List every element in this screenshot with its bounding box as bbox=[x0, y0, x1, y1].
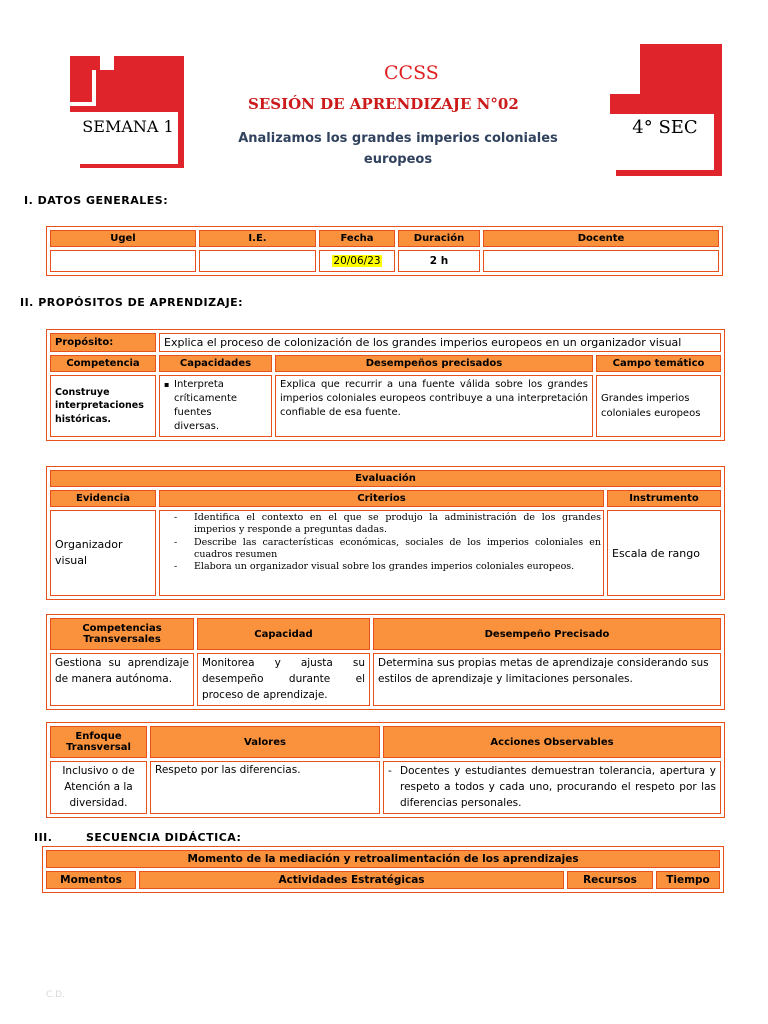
header-recursos: Recursos bbox=[567, 871, 653, 889]
transversal-capacidad: Monitorea y ajusta su desempeño durante el proceso de aprendizaje. bbox=[197, 653, 370, 706]
criterios-list bbox=[162, 512, 601, 574]
session-theme: Analizamos los grandes imperios coloniales europeos bbox=[238, 131, 558, 167]
header-criterios: Criterios bbox=[159, 490, 604, 507]
acciones-text: Docentes y estudiantes demuestran tolerancia, apertura y respeto a todos y cada uno, procurando el respeto por las diferencias personales. bbox=[400, 765, 716, 809]
datos-header-ugel: Ugel bbox=[50, 230, 196, 247]
header-competencia: Competencia bbox=[50, 355, 156, 372]
competencia-text: Construye interpretaciones históricas. bbox=[55, 387, 144, 425]
criterio-item: - Describe las características económicas, sociales de los imperios coloniales en cuadros resumen bbox=[174, 537, 601, 562]
datos-ugel bbox=[50, 250, 196, 272]
datos-header-duracion: Duración bbox=[398, 230, 480, 247]
proposito-text: Explica el proceso de colonización de los grandes imperios europeos en un organizador visual bbox=[159, 333, 721, 352]
capacidad-item: ▪ Interpreta críticamente fuentes diversas. bbox=[164, 378, 267, 434]
competencia-cell bbox=[50, 375, 156, 437]
proposito-table bbox=[46, 329, 725, 441]
datos-fecha: 20/06/23 bbox=[333, 255, 381, 267]
header-actividades: Actividades Estratégicas bbox=[139, 871, 564, 889]
header-valores: Valores bbox=[150, 726, 380, 758]
acciones-item: - Docentes y estudiantes demuestran tolerancia, apertura y respeto a todos y cada uno, procurando el respeto por las diferencias personales. bbox=[388, 765, 716, 809]
header-momentos: Momentos bbox=[46, 871, 136, 889]
header-acciones: Acciones Observables bbox=[383, 726, 721, 758]
header-desempenos: Desempeños precisados bbox=[275, 355, 593, 372]
header-tiempo: Tiempo bbox=[656, 871, 720, 889]
header-capacidades: Capacidades bbox=[159, 355, 272, 372]
section-datos-generales: I. DATOS GENERALES: bbox=[24, 194, 169, 207]
datos-ie bbox=[199, 250, 316, 272]
datos-duracion: 2 h bbox=[398, 250, 480, 272]
transversal-competencia: Gestiona su aprendizaje de manera autónoma. bbox=[50, 653, 194, 706]
datos-table bbox=[46, 226, 723, 276]
transversales-table bbox=[46, 614, 725, 710]
datos-fecha-cell bbox=[319, 250, 395, 272]
desempeno-text: Explica que recurrir a una fuente válida sobre los grandes imperios coloniales europeos contribuye a una interpretación confiable de esa fuente. bbox=[275, 375, 593, 437]
grade-label: 4° SEC bbox=[632, 117, 698, 138]
campo-tematico: Grandes imperios coloniales europeos bbox=[596, 375, 721, 437]
header-competencias-transversales: Competencias Transversales bbox=[50, 618, 194, 650]
evidencia-text: Organizador visual bbox=[50, 510, 156, 596]
secuencia-title: Momento de la mediación y retroalimentación de los aprendizajes bbox=[46, 850, 720, 868]
header-evidencia: Evidencia bbox=[50, 490, 156, 507]
secuencia-table bbox=[42, 846, 724, 893]
section-propositos: II. PROPÓSITOS DE APRENDIZAJE: bbox=[20, 296, 244, 309]
footer-mark: C.D. bbox=[46, 990, 65, 1000]
valores-text: Respeto por las diferencias. bbox=[150, 761, 380, 814]
enfoque-table bbox=[46, 722, 725, 818]
week-badge-shape bbox=[70, 56, 184, 168]
proposito-label: Propósito: bbox=[50, 333, 156, 352]
datos-header-docente: Docente bbox=[483, 230, 719, 247]
enfoque-text: Inclusivo o de Atención a la diversidad. bbox=[50, 761, 147, 814]
header-capacidad: Capacidad bbox=[197, 618, 370, 650]
transversal-desempeno: Determina sus propias metas de aprendizaje considerando sus estilos de aprendizaje y limitaciones personales. bbox=[373, 653, 721, 706]
evaluacion-title: Evaluación bbox=[50, 470, 721, 487]
section-secuencia: SECUENCIA DIDÁCTICA: bbox=[86, 831, 242, 844]
header-enfoque: Enfoque Transversal bbox=[50, 726, 147, 758]
week-badge bbox=[70, 56, 184, 168]
section-secuencia-num: III. bbox=[34, 831, 53, 844]
subject-title: CCSS bbox=[384, 62, 439, 84]
datos-header-fecha: Fecha bbox=[319, 230, 395, 247]
instrumento-text: Escala de rango bbox=[607, 510, 721, 596]
grade-badge-shape bbox=[610, 44, 722, 176]
datos-header-ie: I.E. bbox=[199, 230, 316, 247]
criterio-item: - Elabora un organizador visual sobre los grandes imperios coloniales europeos. bbox=[174, 561, 601, 573]
header-desempeno-precisado: Desempeño Precisado bbox=[373, 618, 721, 650]
header-instrumento: Instrumento bbox=[607, 490, 721, 507]
criterios-cell bbox=[159, 510, 604, 596]
datos-docente bbox=[483, 250, 719, 272]
criterio-item: - Identifica el contexto en el que se produjo la administración de los grandes imperios y responde a preguntas dadas. bbox=[174, 512, 601, 537]
evaluacion-table bbox=[46, 466, 725, 600]
capacidad-cell bbox=[159, 375, 272, 437]
acciones-cell bbox=[383, 761, 721, 814]
week-label: SEMANA 1 bbox=[82, 117, 174, 136]
header-campo: Campo temático bbox=[596, 355, 721, 372]
grade-badge bbox=[610, 44, 722, 176]
session-title: SESIÓN DE APRENDIZAJE N°02 bbox=[248, 95, 519, 113]
